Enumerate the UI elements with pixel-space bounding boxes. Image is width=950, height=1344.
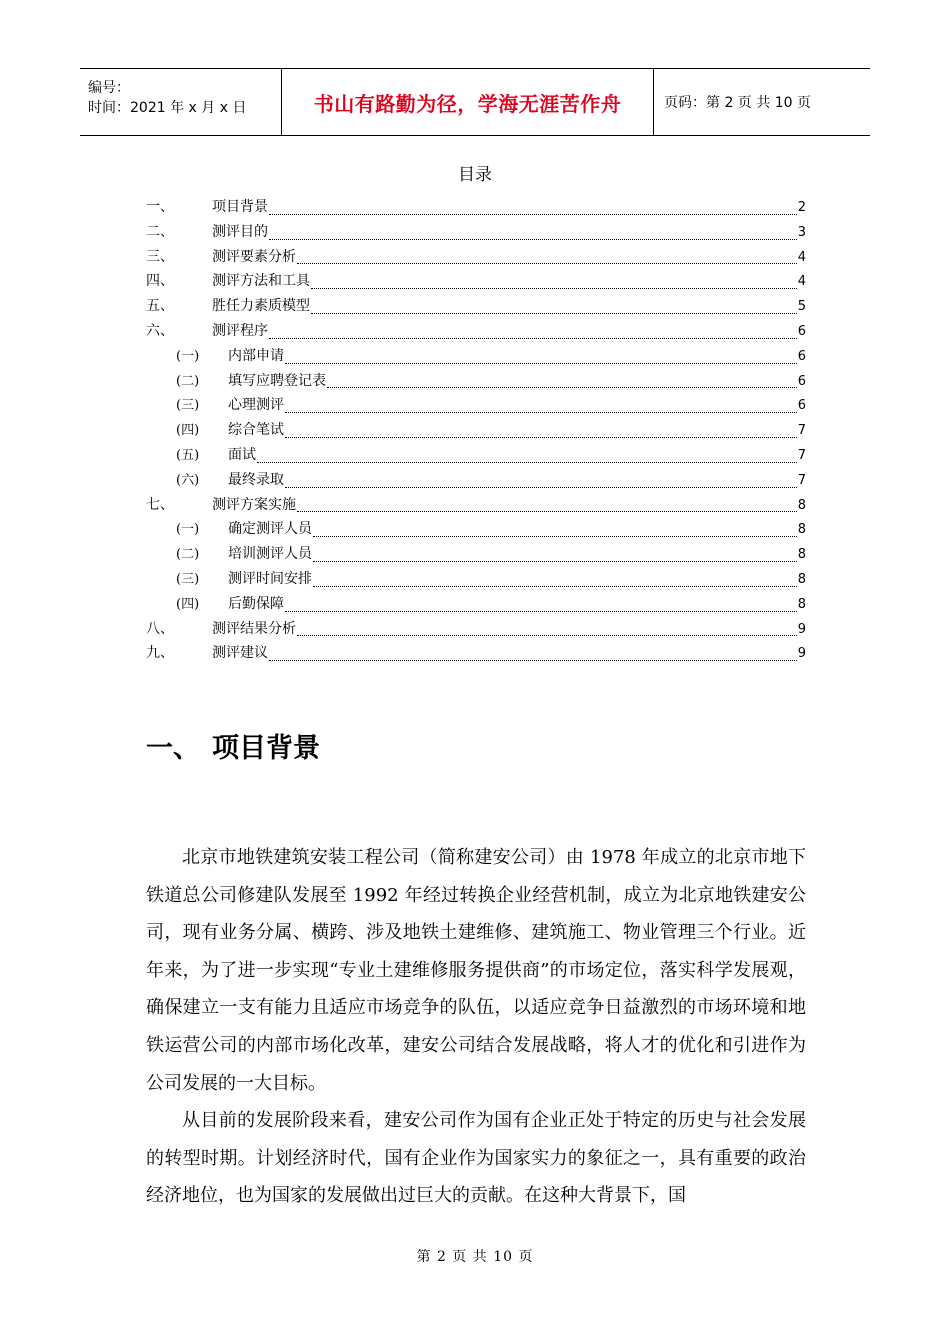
toc-entry-page: 9: [797, 646, 806, 662]
toc-entry[interactable]: [146, 320, 806, 345]
toc-entry-title: 确定测评人员: [228, 521, 312, 538]
toc-entry-page: 9: [797, 621, 806, 637]
toc-dot-leader: [311, 313, 797, 314]
section-title: 项目背景: [212, 733, 320, 764]
toc-entry-page: 7: [797, 423, 806, 439]
toc-entry-number: 一、: [146, 199, 174, 215]
toc-entry-page: 4: [797, 274, 806, 290]
header-motto-cell: [282, 69, 654, 135]
toc-entry-title: 填写应聘登记表: [228, 372, 326, 389]
toc-entry-page: 6: [797, 323, 806, 339]
toc-entry[interactable]: [146, 469, 806, 494]
toc-entry-page: 8: [797, 522, 806, 538]
toc-entry-page: 7: [797, 447, 806, 463]
toc-entry-number: (一): [176, 522, 200, 538]
toc-entry-number: 八、: [146, 620, 174, 637]
toc-entry-number: 七、: [146, 496, 174, 513]
toc-entry-title: 测评方案实施: [212, 496, 296, 513]
code-label: 编号：: [88, 80, 130, 96]
toc-entry[interactable]: [146, 270, 806, 295]
header-page-cell: [654, 69, 870, 135]
toc-entry-title: 胜任力素质模型: [212, 298, 310, 315]
toc-dot-leader: [297, 635, 797, 636]
toc-entry[interactable]: [146, 196, 806, 221]
toc-entry[interactable]: [146, 370, 806, 395]
toc-entry[interactable]: [146, 345, 806, 370]
toc-entry-title: 培训测评人员: [228, 546, 312, 563]
toc-dot-leader: [257, 462, 797, 463]
toc-entry-title: 测评建议: [212, 645, 268, 662]
toc-entry-number: (六): [176, 472, 200, 488]
toc-entry-page: 6: [797, 373, 806, 389]
toc-dot-leader: [285, 611, 797, 612]
toc-entry-title: 心理测评: [228, 397, 284, 414]
toc-entry[interactable]: [146, 444, 806, 469]
toc-entry-title: 最终录取: [228, 471, 284, 488]
toc-entry[interactable]: [146, 543, 806, 568]
toc-entry[interactable]: [146, 246, 806, 271]
page-info: 页码：第 2 页 共 10 页: [664, 95, 811, 111]
toc-entry-number: (三): [176, 398, 200, 414]
toc-entry[interactable]: [146, 593, 806, 618]
toc-entry-number: (四): [176, 423, 200, 439]
toc-entry-number: (一): [176, 348, 200, 364]
toc-entry-title: 内部申请: [228, 347, 284, 364]
body-paragraph: 从目前的发展阶段来看，建安公司作为国有企业正处于特定的历史与社会发展的转型时期。计划经济时代，国有企业作为国家实力的象征之一，具有重要的政治经济地位，也为国家的发展做出过巨大的贡献。在这种大背景下，国: [146, 1110, 806, 1207]
toc-dot-leader: [269, 214, 797, 215]
toc-entry[interactable]: [146, 518, 806, 543]
toc-dot-leader: [269, 660, 797, 661]
page-header: [80, 68, 870, 136]
toc-dot-leader: [297, 511, 797, 512]
toc-entry-number: 二、: [146, 223, 174, 240]
section-heading: [146, 726, 320, 765]
toc-dot-leader: [327, 387, 797, 388]
toc-entry[interactable]: [146, 419, 806, 444]
toc-dot-leader: [313, 561, 797, 562]
toc-dot-leader: [313, 536, 797, 537]
toc-entry-title: 测评结果分析: [212, 620, 296, 637]
toc-entry-page: 3: [797, 224, 806, 240]
table-of-contents: [146, 196, 806, 667]
toc-entry-number: 九、: [146, 645, 174, 662]
toc-entry-title: 综合笔试: [228, 422, 284, 439]
toc-entry-number: (五): [176, 447, 200, 463]
toc-entry-page: 7: [797, 472, 806, 488]
toc-entry-title: 项目背景: [212, 199, 268, 215]
body-paragraph: 北京市地铁建筑安装工程公司（简称建安公司）由 1978 年成立的北京市地下铁道总公司修建队发展至 1992 年经过转换企业经营机制，成立为北京地铁建安公司，现有业务分属、横跨、涉及地铁土建维修、建筑施工、物业管理三个行业。近年来，为了进一步实现“专业土建维修服务提供商”的市场定位，落实科学发展观，确保建立一支有能力且适应市场竞争的队伍，以适应竞争日益激烈的市场环境和地铁运营公司的内部市场化改革，建安公司结合发展战略，将人才的优化和引进作为公司发展的一大目标。: [146, 847, 806, 1094]
date-label: 时间：2021 年 x 月 x 日: [88, 100, 247, 116]
toc-entry-number: (二): [176, 373, 200, 389]
toc-entry-title: 测评要素分析: [212, 248, 296, 265]
toc-dot-leader: [269, 338, 797, 339]
toc-entry-page: 6: [797, 348, 806, 364]
section-number: 一、: [146, 733, 200, 764]
toc-dot-leader: [285, 412, 797, 413]
toc-entry[interactable]: [146, 568, 806, 593]
toc-entry[interactable]: [146, 221, 806, 246]
toc-entry-number: 四、: [146, 273, 174, 290]
toc-entry-page: 6: [797, 398, 806, 414]
toc-entry-number: (三): [176, 571, 200, 587]
motto-text: 书山有路勤为径，学海无涯苦作舟: [313, 91, 622, 116]
toc-dot-leader: [297, 263, 797, 264]
toc-entry-number: (二): [176, 547, 200, 563]
toc-dot-leader: [285, 437, 797, 438]
toc-entry[interactable]: [146, 494, 806, 519]
toc-entry[interactable]: [146, 642, 806, 667]
toc-entry-number: 五、: [146, 298, 174, 315]
toc-entry[interactable]: [146, 618, 806, 643]
toc-entry[interactable]: [146, 295, 806, 320]
toc-entry[interactable]: [146, 394, 806, 419]
toc-entry-page: 8: [797, 596, 806, 612]
toc-entry-page: 5: [797, 299, 806, 315]
header-left-cell: [80, 69, 282, 135]
toc-entry-page: 8: [797, 571, 806, 587]
toc-entry-page: 8: [797, 547, 806, 563]
toc-entry-number: 三、: [146, 248, 174, 265]
toc-entry-page: 4: [797, 249, 806, 265]
toc-entry-number: 六、: [146, 322, 174, 339]
toc-entry-title: 测评时间安排: [228, 570, 312, 587]
toc-entry-title: 测评目的: [212, 223, 268, 240]
toc-dot-leader: [285, 487, 797, 488]
toc-entry-page: 2: [797, 200, 806, 215]
toc-dot-leader: [285, 363, 797, 364]
section-body: [146, 839, 806, 1215]
toc-entry-title: 后勤保障: [228, 595, 284, 612]
toc-dot-leader: [313, 586, 797, 587]
toc-entry-title: 测评程序: [212, 322, 268, 339]
toc-dot-leader: [311, 288, 797, 289]
toc-entry-title: 测评方法和工具: [212, 273, 310, 290]
toc-entry-number: (四): [176, 596, 200, 612]
toc-dot-leader: [269, 239, 797, 240]
toc-entry-page: 8: [797, 497, 806, 513]
toc-title: 目录: [458, 165, 492, 185]
page-footer: 第 2 页 共 10 页: [416, 1249, 534, 1265]
toc-entry-title: 面试: [228, 446, 256, 463]
